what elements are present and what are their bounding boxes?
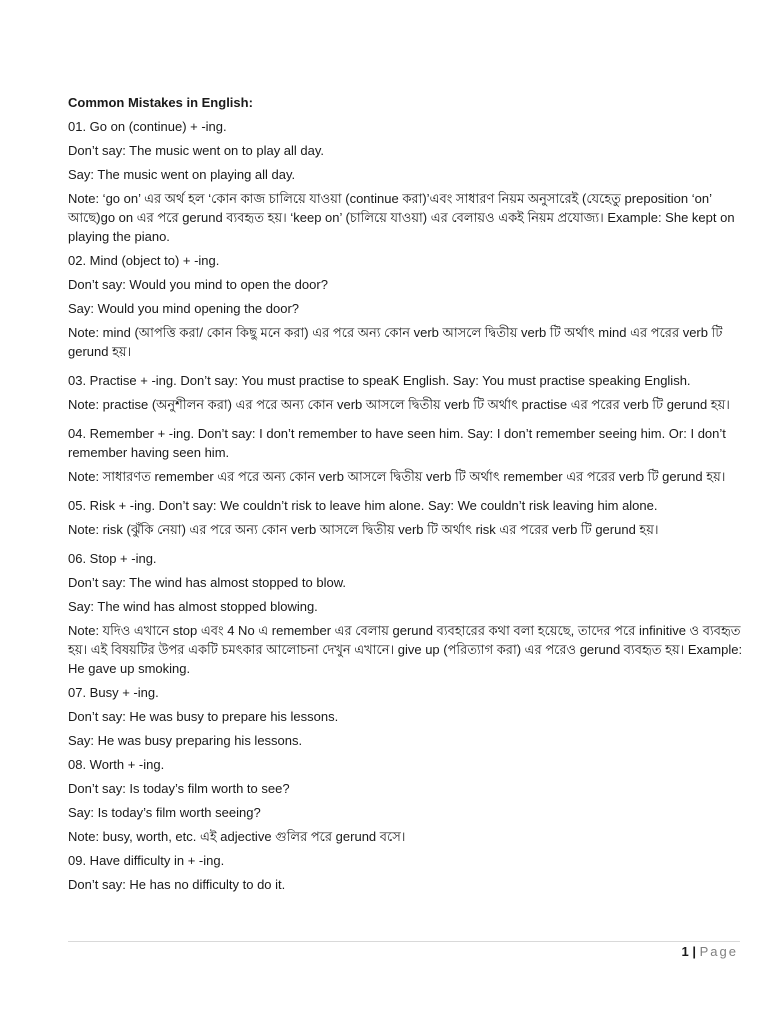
paragraph: 01. Go on (continue) + -ing. [68,119,227,134]
page-separator: | [692,944,696,959]
paragraph: Say: Would you mind opening the door? [68,301,300,316]
paragraph: Note: practise (অনুশীলন করা) এর পরে অন্য কোন verb আসলে দ্বিতীয় verb টি অর্থাৎ practise এর পরের verb টি gerund হয়। [68,397,730,412]
paragraph: Don’t say: He has no difficulty to do it. [68,877,286,892]
paragraph: 08. Worth + -ing. [68,757,165,772]
paragraph: Say: The music went on playing all day. [68,167,296,182]
paragraph: Don’t say: The wind has almost stopped to blow. [68,575,346,590]
paragraph: Note: যদিও এখানে stop এবং 4 No এ remember এর বেলায় gerund ব্যবহারের কথা বলা হয়েছে, তাদের পরে infinitive ও ব্যবহৃত হয়। এই বিষয়টির উপর একটি চমৎকার আলোচনা দেখুন এখানে। give up (পরিত্যাগ করা) এর পরেও gerund ব্যবহৃত হয়। Example: He gave up smoking. [68,623,743,676]
page-footer [682,943,739,961]
paragraph: Say: Is today’s film worth seeing? [68,805,261,820]
paragraph: Don’t say: He was busy to prepare his lessons. [68,709,339,724]
document-title: Common Mistakes in English: [68,95,253,110]
paragraph: Note: risk (ঝুঁকি নেয়া) এর পরে অন্য কোন verb আসলে দ্বিতীয় verb টি অর্থাৎ risk এর পরের verb টি gerund হয়। [68,522,659,537]
paragraph: Note: ‘go on’ এর অর্থ হল ‘কোন কাজ চালিয়ে যাওয়া (continue করা)’এবং সাধারণ নিয়ম অনুসারেই (যেহেতু preposition ‘on’ আছে)go on এর পরে gerund ব্যবহৃত হয়। ‘keep on’ (চালিয়ে যাওয়া) এর বেলায়ও একই নিয়ম প্রযোজ্য। Example: She kept on playing the piano. [68,191,735,244]
paragraph: 03. Practise + -ing. Don’t say: You must practise to speaK English. Say: You must practise speaking English. [68,373,691,388]
paragraph: Say: The wind has almost stopped blowing. [68,599,318,614]
page-label: Page [699,944,738,959]
footer-divider [68,941,740,942]
paragraph: Note: busy, worth, etc. এই adjective গুলির পরে gerund বসে। [68,829,406,844]
document-body [68,93,744,899]
paragraph: Don’t say: Is today’s film worth to see? [68,781,290,796]
paragraph: Don’t say: Would you mind to open the door? [68,277,328,292]
paragraph: Say: He was busy preparing his lessons. [68,733,303,748]
paragraph: 09. Have difficulty in + -ing. [68,853,225,868]
paragraph: 02. Mind (object to) + -ing. [68,253,220,268]
paragraph: Note: mind (আপত্তি করা/ কোন কিছু মনে করা) এর পরে অন্য কোন verb আসলে দ্বিতীয় verb টি অর্থাৎ mind এর পরের verb টি gerund হয়। [68,325,723,359]
paragraph: Don’t say: The music went on to play all day. [68,143,325,158]
page-number: 1 [681,944,689,959]
paragraph: 04. Remember + -ing. Don’t say: I don’t remember to have seen him. Say: I don’t remember seeing him. Or: I don’t remember having seen him. [68,426,726,460]
paragraph: Note: সাধারণত remember এর পরে অন্য কোন verb আসলে দ্বিতীয় verb টি অর্থাৎ remember এর পরের verb টি gerund হয়। [68,469,726,484]
paragraph: 05. Risk + -ing. Don’t say: We couldn’t risk to leave him alone. Say: We couldn’t risk leaving him alone. [68,498,658,513]
paragraph: 06. Stop + -ing. [68,551,157,566]
paragraph: 07. Busy + -ing. [68,685,159,700]
